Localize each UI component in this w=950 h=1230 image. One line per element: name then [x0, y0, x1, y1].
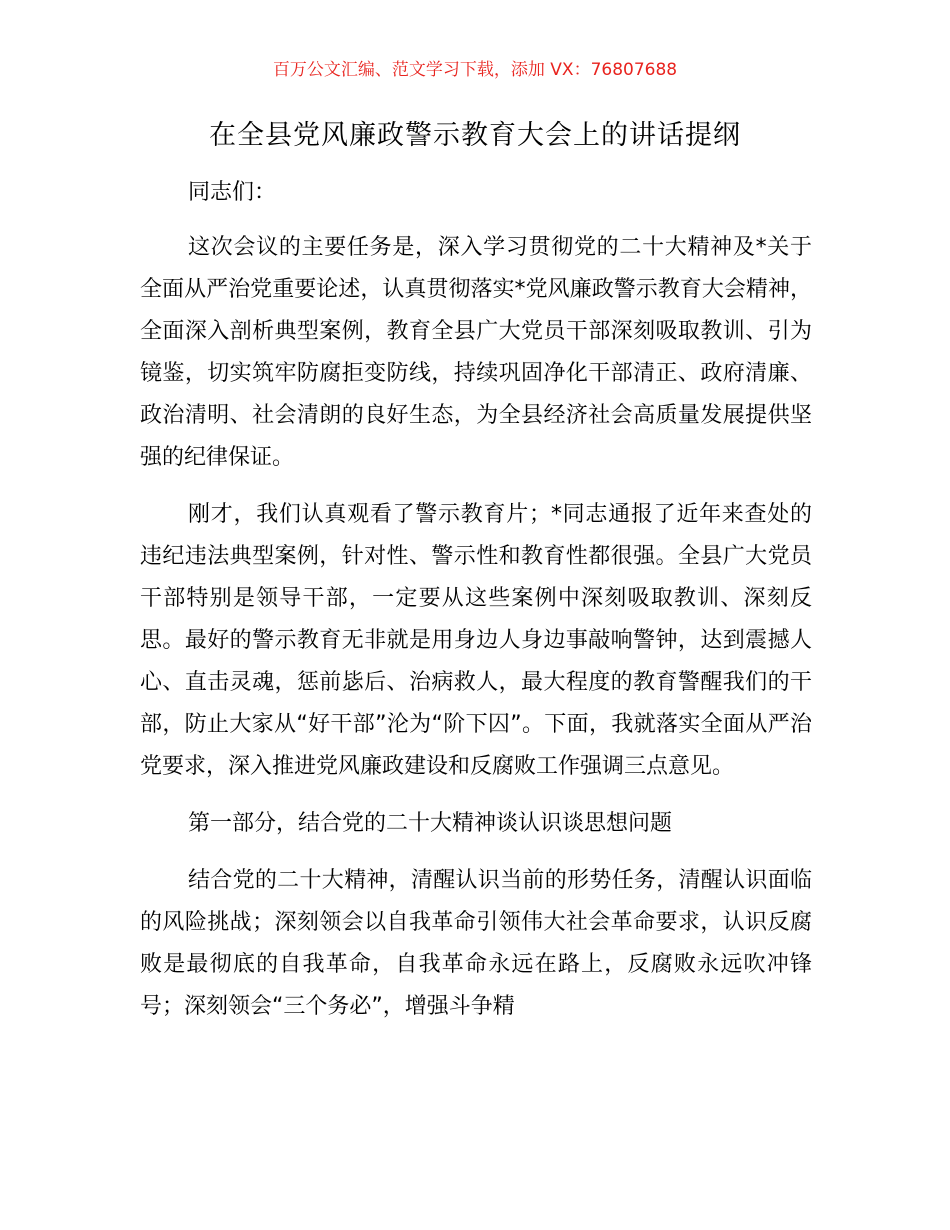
paragraph-warning-case: 刚才，我们认真观看了警示教育片；*同志通报了近年来查处的违纪违法典型案例，针对性、警示性和教育性都很强。全县广大党员干部特别是领导干部，一定要从这些案例中深刻吸取教训、深刻反思。最好的警示教育无非就是用身边人身边事敲响警钟，达到震撼人心、直击灵魂，惩前毖后、治病救人，最大程度的教育警醒我们的干部，防止大家从“好干部”沦为“阶下囚”。下面，我就落实全面从严治党要求，深入推进党风廉政建设和反腐败工作强调三点意见。	[140, 502, 812, 779]
header-watermark-note: 百万公文汇编、范文学习下载，添加 VX：76807688	[272, 60, 678, 80]
document-body	[140, 172, 812, 1043]
salutation: 同志们：	[188, 180, 277, 205]
section-heading-part-one: 第一部分，结合党的二十大精神谈认识谈思想问题	[188, 811, 673, 836]
document-title: 在全县党风廉政警示教育大会上的讲话提纲	[209, 120, 741, 151]
paragraph-intro: 这次会议的主要任务是，深入学习贯彻党的二十大精神及*关于全面从严治党重要论述，认真贯彻落实*党风廉政警示教育大会精神，全面深入剖析典型案例，教育全县广大党员干部深刻吸取教训、引为镜鉴，切实筑牢防腐拒变防线，持续巩固净化干部清正、政府清廉、政治清明、社会清朗的良好生态，为全县经济社会高质量发展提供坚强的纪律保证。	[140, 235, 812, 470]
paragraph-part-one: 结合党的二十大精神，清醒认识当前的形势任务，清醒认识面临的风险挑战；深刻领会以自我革命引领伟大社会革命要求，认识反腐败是最彻底的自我革命，自我革命永远在路上，反腐败永远吹冲锋号；深刻领会“三个务必”，增强斗争精	[140, 868, 812, 1019]
